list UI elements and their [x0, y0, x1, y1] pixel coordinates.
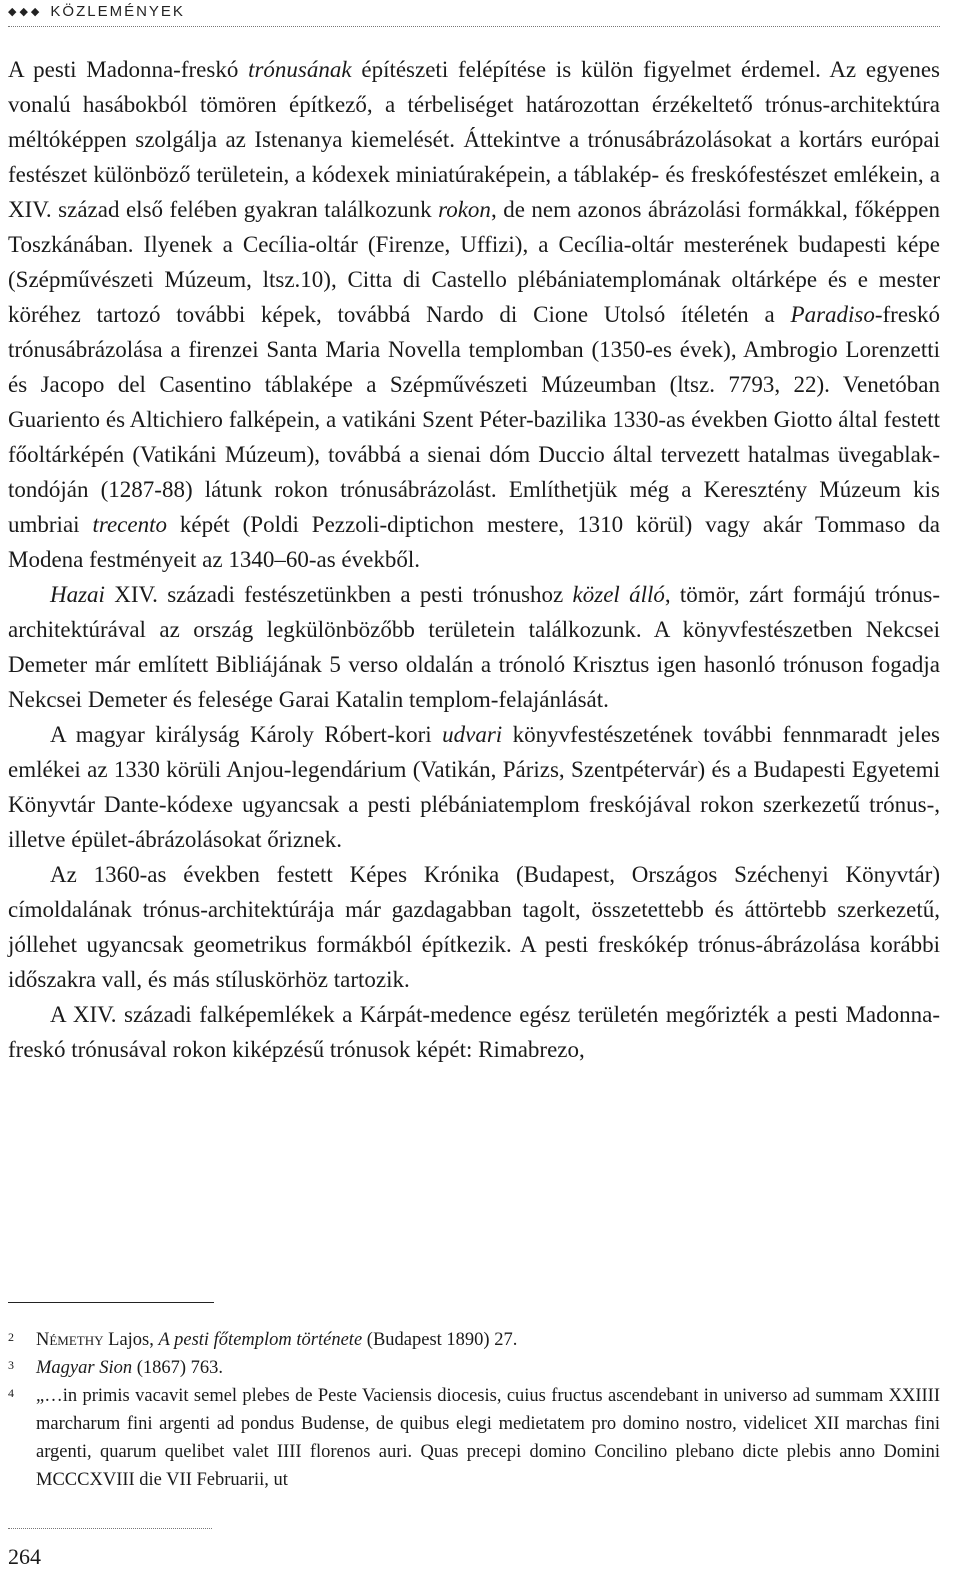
footnotes — [8, 1326, 940, 1494]
paragraph-1 — [8, 52, 940, 577]
text-run: (1867) 763. — [132, 1358, 224, 1378]
footnote-text — [36, 1358, 223, 1378]
diamond-ornament-icon: ◆◆◆ — [8, 6, 43, 18]
italic-text: trónusának — [248, 57, 352, 82]
footnote-text — [36, 1386, 940, 1490]
section-title: KÖZLEMÉNYEK — [50, 3, 185, 20]
main-text — [8, 52, 940, 1067]
italic-text: rokon — [438, 197, 491, 222]
footnote-number: 3 — [8, 1358, 14, 1372]
text-run: Az 1360-as években festett Képes Krónika (Budapest, Országos Széchenyi Könyvtár) címoldalának trónus-architektúrája már gazdagabban tagolt, összetettebb és áttörtebb szerkezetű, jóllehet ugyancsak geometrikus formákból építkezik. A pesti freskókép trónus-ábrázolása korábbi időszakra vall, és más stíluskörhöz tartozik. — [8, 862, 940, 992]
footnote-2 — [8, 1326, 940, 1354]
italic-text: trecento — [92, 512, 167, 537]
italic-text: Paradiso — [790, 302, 875, 327]
italic-text: A pesti főtemplom története — [158, 1330, 363, 1350]
paragraph-2 — [8, 577, 940, 717]
italic-text: közel álló — [572, 582, 665, 607]
text-run: képét (Poldi Pezzoli-diptichon mestere, 1310 körül) vagy akár Tommaso da Modena festményeit az 1340–60-as évekből. — [8, 512, 940, 572]
text-run: A XIV. századi falképemlékek a Kárpát-medence egész területén megőrizték a pesti Madonna-freskó trónusával rokon kiképzésű trónusok képét: Rimabrezo, — [8, 1002, 940, 1062]
author-name: Némethy — [36, 1330, 104, 1350]
italic-text: Magyar Sion — [36, 1358, 133, 1378]
text-run: -freskó trónusábrázolása a firenzei Santa Maria Novella templomban (1350-es évek), Ambrogio Lorenzetti és Jacopo del Casentino táblaképe a Szépművészeti Múzeumban (ltsz. 7793, 22). Venetóban Guariento és Altichiero falképein, a vatikáni Szent Péter-bazilika 1330-as években Giotto által festett főoltárképén (Vatikáni Múzeum), továbbá a sienai dóm Duccio által tervezett hatalmas üvegablak-tondóján (1287-88) látunk rokon trónusábrázolást. Említhetjük még a Keresztény Múzeum kis umbriai — [8, 302, 940, 537]
footnote-3 — [8, 1354, 940, 1382]
footnote-4 — [8, 1382, 940, 1494]
text-run: (Budapest 1890) 27. — [362, 1330, 518, 1350]
footnote-divider — [8, 1302, 214, 1303]
page-number: 264 — [8, 1544, 41, 1569]
text-run: építészeti felépítése is külön figyelmet érdemel. Az egyenes vonalú hasábokból tömören építkező, a térbeliséget határozottan érzékeltető trónus-architektúra méltóképpen szolgálja az Istenanya kiemelését. Áttekintve a trónusábrázolásokat a kortárs európai festészet különböző területein, a kódexek miniatúraképein, a táblakép- és freskófestészet emlékein, a XIV. század első felében gyakran találkozunk — [8, 57, 940, 222]
text-run: , tömör, zárt formájú trónus-architektúrával az ország legkülönbözőbb területein találkozunk. A könyvfestészetben Nekcsei Demeter már említett Bibliájának 5 verso oldalán a trónoló Krisztus igen hasonló trónuson fogadja Nekcsei Demeter és felesége Garai Katalin templom-felajánlását. — [8, 582, 940, 712]
text-run: A pesti Madonna-freskó — [8, 57, 249, 82]
text-run: XIV. századi festészetünkben a pesti trónushoz — [104, 582, 573, 607]
text-run: A magyar királyság Károly Róbert-kori — [50, 722, 443, 747]
footnote-text — [36, 1330, 517, 1350]
running-header — [8, 3, 948, 25]
paragraph-4 — [8, 857, 940, 997]
paragraph-3 — [8, 717, 940, 857]
text-run: Lajos, — [103, 1330, 159, 1350]
text-run: , de nem azonos ábrázolási formákkal, főképpen Toszkánában. Ilyenek a Cecília-oltár (Firenze, Uffizi), a Cecília-oltár mesterének budapesti képe (Szépművészeti Múzeum, ltsz.10), Citta di Castello plébániatemplomának oltárképe és e mester köréhez tartozó további képek, továbbá Nardo di Cione Utolsó ítéletén a — [8, 197, 940, 327]
footnote-number: 4 — [8, 1386, 14, 1400]
italic-text: udvari — [442, 722, 503, 747]
italic-text: Hazai — [50, 582, 105, 607]
paragraph-5 — [8, 997, 940, 1067]
footnote-number: 2 — [8, 1330, 14, 1344]
header-divider — [8, 26, 940, 27]
text-run: könyvfestészetének további fennmaradt jeles emlékei az 1330 körüli Anjou-legendárium (Vatikán, Párizs, Szentpétervár) és a Budapesti Egyetemi Könyvtár Dante-kódexe ugyancsak a pesti plébániatemplom freskójával rokon szerkezetű trónus-, illetve épület-ábrázolásokat őriznek. — [8, 722, 941, 852]
text-run: „…in primis vacavit semel plebes de Peste Vaciensis diocesis, cuius fructus ascendebant in universo ad summam XXIIII marcharum fini argenti ad pondus Budense, de quibus elegi medietatem pro domino nostro, videlicet XII marchas fini argenti, quarum quelibet valet IIII florenos auri. Quas precepi domino Concilino plebano dicte plebis anno Domini MCCCXVIII die VII Februarii, ut — [36, 1386, 940, 1490]
page-number-divider — [8, 1528, 212, 1529]
